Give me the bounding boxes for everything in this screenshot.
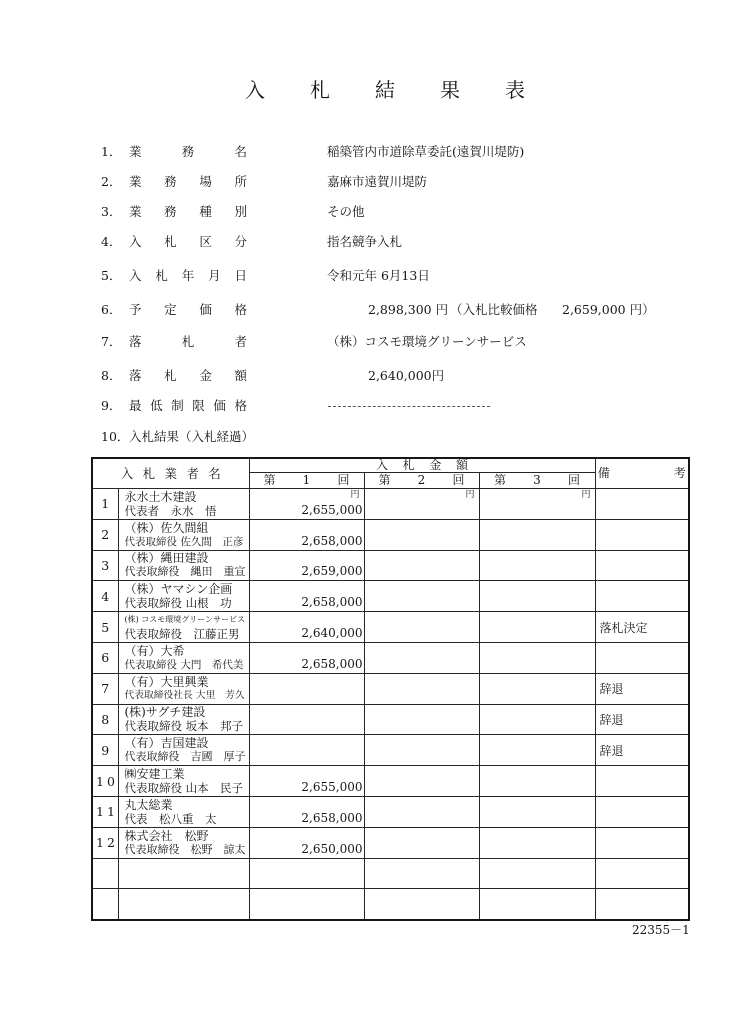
item-label: 業務場所: [129, 174, 270, 189]
remarks-cell: [595, 519, 689, 550]
round-3-amount-cell: [479, 581, 595, 612]
round-3-amount-cell: [479, 858, 595, 889]
bid-number-cell: [92, 889, 118, 920]
blank-dash-line: [328, 406, 490, 407]
bidder-representative: 代表取締役 縄田 重宣: [124, 565, 246, 579]
bid-row: [92, 704, 689, 735]
round-1-amount-cell: [249, 704, 364, 735]
bid-number-cell: 1: [92, 489, 118, 520]
bidder-header-cell: [92, 458, 249, 489]
yen-unit: 円: [350, 490, 360, 500]
round-1-amount-cell: [249, 673, 364, 704]
bid-number-cell: 11: [92, 796, 118, 827]
table-header: [92, 458, 750, 489]
bid-number-cell: 9: [92, 735, 118, 766]
bid-row: [92, 673, 689, 704]
header-row-1: [92, 458, 689, 473]
round-2-amount-cell: [364, 489, 479, 520]
round-3-amount-cell: [479, 889, 595, 920]
item-bid-category: [0, 233, 720, 251]
round-1-amount: 2,658,000: [301, 533, 363, 548]
round-3-amount-cell: [479, 704, 595, 735]
round-2-amount-cell: [364, 827, 479, 858]
round-1-header-cell: [249, 473, 377, 489]
round-2-amount-cell: [364, 796, 479, 827]
round-3-amount-cell: [479, 796, 595, 827]
item-label: 落札者: [129, 334, 288, 349]
bid-row: [92, 642, 689, 673]
item-minimum-price: [0, 397, 720, 415]
round-2-header: 第2回: [378, 473, 492, 487]
bidder-company: （有）吉国建設: [124, 736, 209, 751]
remarks-cell: [595, 489, 689, 520]
item-winning-bidder: [0, 333, 720, 351]
round-1-header: 第1回: [263, 473, 377, 487]
bidder-name-cell: [118, 612, 249, 643]
bid-number-cell: 5: [92, 612, 118, 643]
round-1-amount-cell: [249, 642, 364, 673]
bidder-company: (株)サグチ建設: [124, 705, 206, 720]
round-1-amount-cell: [249, 766, 364, 797]
bid-row: [92, 796, 689, 827]
item-label: 予定価格: [129, 302, 270, 317]
bid-number-cell: [92, 858, 118, 889]
bid-number-cell: 10: [92, 766, 118, 797]
bidder-representative: 代表取締役 吉國 厚子: [124, 750, 246, 764]
round-1-amount: 2,658,000: [301, 595, 363, 610]
bidder-company: （株）佐久間組: [124, 520, 209, 535]
bidder-company: 丸太総業: [124, 797, 173, 812]
round-3-amount-cell: [479, 673, 595, 704]
round-2-amount-cell: [364, 889, 479, 920]
remarks-cell: [595, 796, 689, 827]
round-3-amount-cell: [479, 612, 595, 643]
bidder-company: （有）大希: [124, 643, 185, 658]
round-3-amount-cell: [479, 550, 595, 581]
bid-row: [92, 766, 689, 797]
remarks-cell: 辞退: [595, 735, 689, 766]
round-1-amount: 2,658,000: [301, 656, 363, 671]
round-3-amount-cell: [479, 827, 595, 858]
bid-number-cell: 4: [92, 581, 118, 612]
item-value: （株）コスモ環境グリーンサービス: [327, 334, 527, 349]
remarks-cell: [595, 642, 689, 673]
round-3-amount-cell: [479, 735, 595, 766]
bidder-name-cell: [118, 519, 249, 550]
bidder-name-cell: [118, 766, 249, 797]
item-value: 稲築管内市道除草委託(遠賀川堤防): [327, 144, 525, 159]
round-2-amount-cell: [364, 642, 479, 673]
bidder-name-cell: [118, 858, 249, 889]
round-1-amount-cell: [249, 827, 364, 858]
bidder-representative: 代表取締役 山根 功: [124, 596, 232, 611]
winning-amount-value: 2,640,000円: [368, 368, 445, 383]
bid-number-cell: 3: [92, 550, 118, 581]
item-value: 指名競争入札: [327, 234, 403, 249]
round-1-amount-cell: [249, 519, 364, 550]
round-1-amount: 2,659,000: [301, 564, 363, 579]
round-2-amount-cell: [364, 612, 479, 643]
bid-number-cell: 12: [92, 827, 118, 858]
bidder-representative: 代表取締役 松野 諒太: [124, 842, 246, 856]
item-label: 業務名: [129, 144, 288, 159]
item-number: 7．: [101, 334, 122, 349]
item-bid-date: [0, 267, 720, 285]
item-number: 5．: [101, 268, 122, 283]
bidder-name-cell: [118, 489, 249, 520]
comparison-price-label: （入札比較価格: [450, 302, 538, 317]
bidder-representative: 代表取締役 山本 民子: [124, 781, 244, 796]
comparison-price-value: 2,659,000 円）: [562, 302, 655, 317]
bidder-company: 永水土木建設: [124, 489, 197, 504]
item-business-location: [0, 173, 720, 191]
bidder-name-cell: [118, 827, 249, 858]
bidder-company: （有）大里興業: [124, 674, 209, 689]
round-1-amount-cell: [249, 550, 364, 581]
bid-row: [92, 827, 689, 858]
bidder-representative: 代表取締役社長 大里 芳久: [124, 689, 245, 701]
bidder-representative: 代表 松八重 太: [124, 811, 217, 826]
round-3-amount-cell: [479, 642, 595, 673]
remarks-cell: [595, 827, 689, 858]
round-2-amount-cell: [364, 704, 479, 735]
bidder-company: （株）縄田建設: [124, 551, 209, 566]
item-number: 4．: [101, 234, 122, 249]
round-1-amount-cell: [249, 612, 364, 643]
item-label: 最低制限価格: [129, 398, 256, 413]
bidder-name-cell: [118, 550, 249, 581]
item-number: 9．: [101, 398, 122, 413]
item-number: 3．: [101, 204, 122, 219]
round-2-header-cell: [364, 473, 492, 489]
blank-row: [92, 858, 689, 889]
bid-row: [92, 489, 689, 520]
bid-number-cell: 6: [92, 642, 118, 673]
bidder-name-cell: [118, 673, 249, 704]
round-1-amount-cell: [249, 889, 364, 920]
yen-unit: 円: [581, 490, 591, 500]
bid-results-table: [91, 457, 750, 921]
round-1-amount-cell: [249, 581, 364, 612]
item-value: 嘉麻市遠賀川堤防: [327, 174, 428, 189]
bidder-name-cell: [118, 796, 249, 827]
bid-row: [92, 735, 689, 766]
remarks-cell: [595, 858, 689, 889]
bidder-name-cell: [118, 581, 249, 612]
remarks-cell: [595, 766, 689, 797]
round-3-header: 第3回: [494, 473, 608, 487]
remarks-cell: 落札決定: [595, 612, 689, 643]
item-business-name: [0, 143, 720, 161]
item-label: 落札金額: [129, 368, 270, 383]
document-number: 22355－1: [632, 923, 690, 937]
round-1-amount-cell: [249, 735, 364, 766]
item-number: 10．: [101, 429, 130, 444]
document-title: 入札結果表: [245, 78, 570, 102]
round-1-amount: 2,658,000: [301, 810, 363, 825]
bid-row: [92, 612, 689, 643]
bidder-name-cell: [118, 889, 249, 920]
item-label: 入札結果（入札経過）: [129, 429, 255, 444]
round-1-amount: 2,650,000: [301, 841, 363, 856]
round-2-amount-cell: [364, 519, 479, 550]
bidder-company: 株式会社 松野: [124, 828, 209, 843]
item-label: 入札年月日: [129, 268, 261, 283]
round-3-amount-cell: [479, 519, 595, 550]
amount-header: 入札金額: [376, 458, 483, 472]
round-2-amount-cell: [364, 673, 479, 704]
item-label: 業務種別: [129, 204, 270, 219]
bidder-company: （株）ヤマシン企画: [124, 582, 233, 597]
round-2-amount-cell: [364, 766, 479, 797]
round-1-amount-cell: [249, 796, 364, 827]
bidder-name-cell: [118, 735, 249, 766]
remarks-cell: [595, 581, 689, 612]
blank-row: [92, 889, 689, 920]
bidder-representative: 代表取締役 江藤正男: [124, 627, 240, 642]
round-2-amount-cell: [364, 735, 479, 766]
item-number: 6．: [101, 302, 122, 317]
bid-number-cell: 8: [92, 704, 118, 735]
round-1-amount: 2,640,000: [301, 625, 363, 640]
item-scheduled-price: [0, 301, 720, 319]
bid-number-cell: 2: [92, 519, 118, 550]
round-1-amount-cell: [249, 858, 364, 889]
round-3-amount-cell: [479, 766, 595, 797]
bidder-name-cell: [118, 704, 249, 735]
scheduled-price-value: 2,898,300 円: [368, 302, 449, 317]
bidder-representative: 代表者 永水 悟: [124, 503, 217, 518]
item-label: 入札区分: [129, 234, 270, 249]
round-2-amount-cell: [364, 858, 479, 889]
remarks-cell: 辞退: [595, 673, 689, 704]
remarks-header-cell: [595, 458, 750, 489]
remarks-cell: 辞退: [595, 704, 689, 735]
bidder-representative: 代表取締役 大門 希代美: [124, 658, 244, 671]
bid-row: [92, 581, 689, 612]
round-1-amount: 2,655,000: [301, 502, 363, 517]
bidder-header: 入札業者名: [120, 466, 231, 481]
bid-row: [92, 550, 689, 581]
bidder-company: (株) コスモ環境グリーンサービス: [124, 615, 246, 625]
bidder-company: ㈱安建工業: [124, 767, 185, 782]
bid-number-cell: 7: [92, 673, 118, 704]
bidder-name-cell: [118, 642, 249, 673]
item-number: 2．: [101, 174, 122, 189]
yen-unit: 円: [465, 490, 475, 500]
item-bid-results: [0, 428, 720, 446]
item-value: その他: [327, 204, 365, 219]
remarks-cell: [595, 889, 689, 920]
round-1-amount-cell: [249, 489, 364, 520]
bidder-representative: 代表取締役 佐久間 正彦: [124, 535, 244, 548]
item-winning-amount: [0, 367, 720, 385]
remarks-cell: [595, 550, 689, 581]
amount-header-cell: [249, 458, 595, 473]
bid-row: [92, 519, 689, 550]
round-3-amount-cell: [479, 489, 595, 520]
item-number: 8．: [101, 368, 122, 383]
remarks-header: 備考: [597, 466, 750, 480]
round-3-header-cell: [479, 473, 608, 489]
round-2-amount-cell: [364, 581, 479, 612]
item-number: 1．: [101, 144, 122, 159]
round-2-amount-cell: [364, 550, 479, 581]
item-business-type: [0, 203, 720, 221]
item-value: 令和元年 6月13日: [327, 268, 430, 283]
bidder-representative: 代表取締役 坂本 邦子: [124, 719, 244, 734]
round-1-amount: 2,655,000: [301, 779, 363, 794]
table-body: [92, 489, 689, 920]
